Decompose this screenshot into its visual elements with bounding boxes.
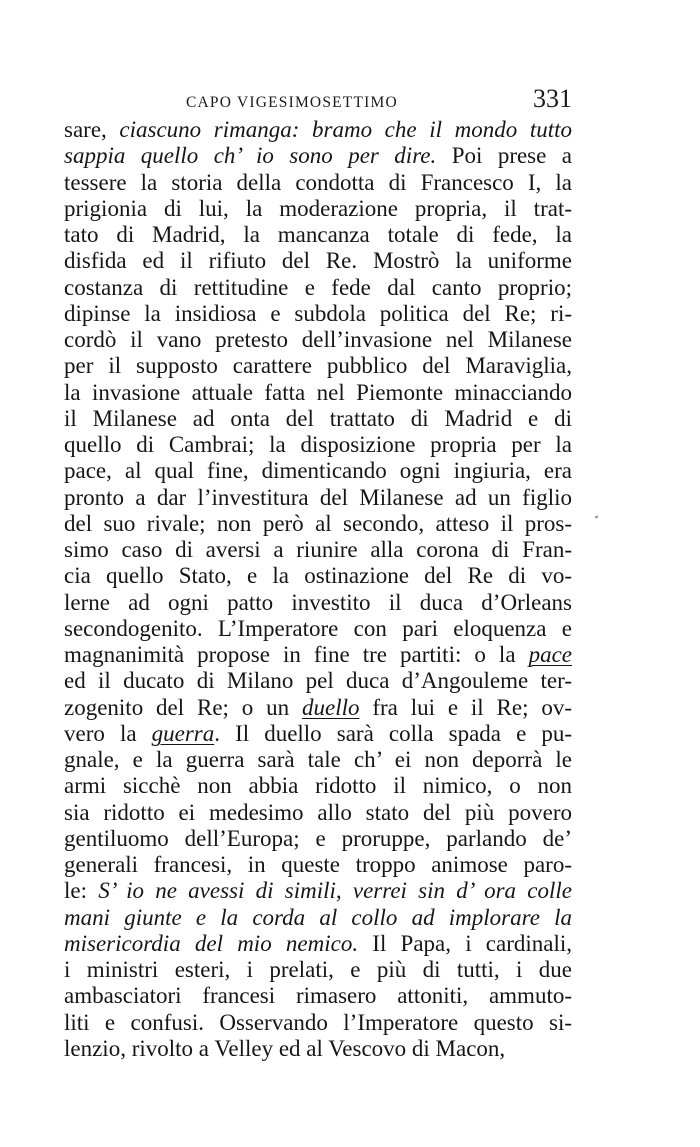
page-header — [64, 84, 572, 118]
line-text: simo caso di aversi a riunire alla corona di Fran- — [64, 537, 572, 562]
text-line — [64, 222, 572, 248]
emphasized-text: mani giunte e la corda al collo ad implorare la — [64, 904, 572, 930]
emphasized-text: S’ io ne avessi di simili, verrei sin d’ ora colle — [98, 878, 572, 904]
text-line — [64, 826, 572, 852]
text-line — [64, 275, 572, 301]
line-text: tessere la storia della condotta di Francesco I, la — [64, 169, 572, 195]
text-line — [64, 931, 572, 957]
text-line — [64, 800, 572, 826]
text-line — [64, 721, 572, 747]
body-text — [64, 117, 572, 1062]
text-line — [64, 143, 572, 169]
line-text: quello di Cambrai; la disposizione propria per la — [64, 432, 572, 457]
text-line — [64, 301, 572, 327]
line-text: Il Papa, i cardinali, — [358, 930, 572, 956]
line-text: fra lui e il Re; ov- — [359, 694, 572, 720]
text-line — [64, 590, 572, 616]
line-text: gnale, e la guerra sarà tale ch’ ei non deporrà le — [64, 747, 572, 772]
text-line — [64, 353, 572, 379]
line-text: la invasione attuale fatta nel Piemonte minacciando — [64, 379, 572, 405]
text-line — [64, 117, 572, 143]
line-text: zogenito del Re; o un — [64, 694, 302, 720]
line-text: ambasciatori francesi rimasero attoniti, ammuto- — [64, 983, 572, 1009]
emphasized-text: misericordia del mio nemico. — [64, 930, 359, 956]
line-text: le: — [64, 878, 99, 904]
text-line — [64, 563, 572, 589]
page-number: 331 — [533, 84, 572, 113]
line-text: tato di Madrid, la mancanza totale di fede, la — [64, 222, 572, 247]
line-text: per il supposto carattere pubblico del Maraviglia, — [64, 353, 572, 379]
line-text: generali francesi, in queste troppo animose paro- — [64, 852, 572, 877]
line-text: disfida ed il rifiuto del Re. Mostrò la uniforme — [64, 248, 572, 274]
text-line — [64, 406, 572, 432]
text-line — [64, 642, 572, 668]
line-text: il Milanese ad onta del trattato di Madrid e di — [64, 405, 572, 431]
running-head: CAPO VIGESIMOSETTIMO — [186, 94, 398, 111]
text-line — [64, 905, 572, 931]
text-line — [64, 878, 572, 904]
line-text: dipinse la insidiosa e subdola politica del Re; ri- — [64, 300, 572, 326]
line-text: sare, — [64, 117, 120, 142]
paper-speck — [595, 515, 599, 518]
text-line — [64, 773, 572, 799]
line-text: Poi prese a — [436, 143, 572, 169]
text-line — [64, 1036, 572, 1062]
line-text: secondogenito. L’Imperatore con pari eloquenza e — [64, 615, 572, 641]
text-line — [64, 511, 572, 537]
line-text: prigionia di lui, la moderazione propria, il trat- — [64, 195, 572, 221]
text-line — [64, 616, 572, 642]
emphasized-text: pace — [528, 642, 572, 667]
text-line — [64, 458, 572, 484]
text-line — [64, 248, 572, 274]
text-line — [64, 537, 572, 563]
line-text: del suo rivale; non però al secondo, atteso il pros- — [64, 510, 572, 536]
line-text: cia quello Stato, e la ostinazione del Re di vo- — [64, 563, 572, 589]
text-line — [64, 695, 572, 721]
text-line — [64, 432, 572, 458]
line-text: magnanimità propose in fine tre partiti: o la — [64, 642, 529, 667]
line-text: armi sicchè non abbia ridotto il nimico, o non — [64, 773, 572, 799]
emphasized-text: sappia quello ch’ io sono per dire. — [64, 143, 437, 169]
text-line — [64, 852, 572, 878]
line-text: i ministri esteri, i prelati, e più di tutti, i due — [64, 957, 572, 982]
text-line — [64, 747, 572, 773]
text-line — [64, 196, 572, 222]
text-line — [64, 485, 572, 511]
line-text: pace, al qual fine, dimenticando ogni ingiuria, era — [64, 458, 572, 484]
text-line — [64, 170, 572, 196]
line-text: sia ridotto ei medesimo allo stato del più povero — [64, 799, 572, 825]
line-text: pronto a dar l’investitura del Milanese ad un figlio — [64, 484, 572, 510]
text-line — [64, 327, 572, 353]
line-text: cordò il vano pretesto dell’invasione nel Milanese — [64, 327, 572, 352]
line-text: gentiluomo dell’Europa; e proruppe, parlando de’ — [64, 825, 572, 851]
emphasized-text: duello — [301, 694, 360, 720]
emphasized-text: ciascuno rimanga: bramo che il mondo tutto — [119, 117, 573, 142]
text-line — [64, 1010, 572, 1036]
text-line — [64, 380, 572, 406]
text-line — [64, 983, 572, 1009]
text-line — [64, 668, 572, 694]
emphasized-text: guerra — [151, 720, 215, 746]
line-text: costanza di rettitudine e fede dal canto proprio; — [64, 274, 572, 300]
line-text: vero la — [64, 720, 152, 746]
line-text: ed il ducato di Milano pel duca d’Angouleme ter- — [64, 668, 572, 694]
text-line — [64, 957, 572, 983]
line-text: . Il duello sarà colla spada e pu- — [214, 720, 573, 746]
line-text: lenzio, rivolto a Velley ed al Vescovo di Macon, — [64, 1035, 506, 1061]
line-text: lerne ad ogni patto investito il duca d’Orleans — [64, 589, 572, 615]
line-text: liti e confusi. Osservando l’Imperatore questo si- — [64, 1009, 572, 1035]
